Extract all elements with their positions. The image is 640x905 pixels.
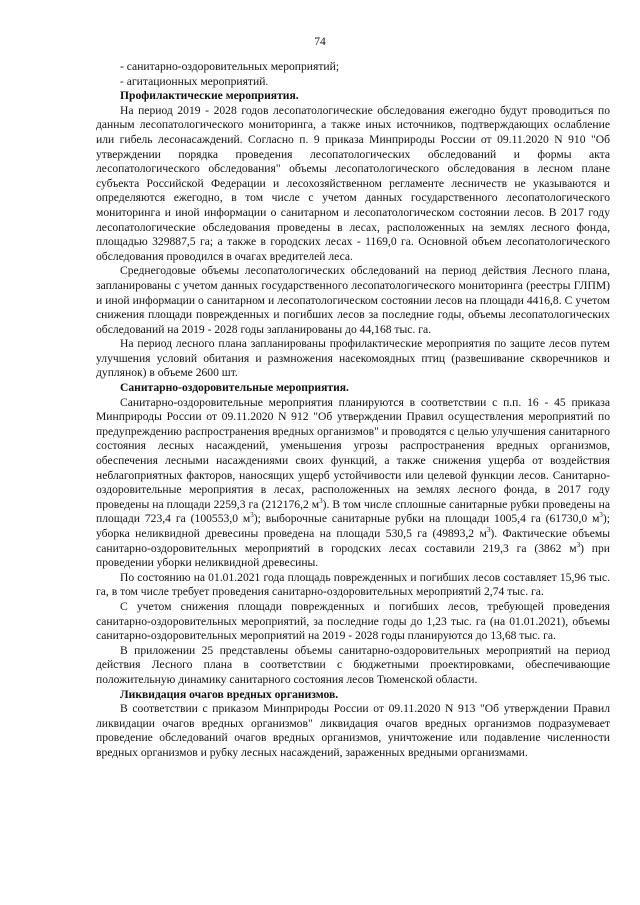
list-item: - санитарно-оздоровительных мероприятий; (120, 60, 340, 73)
superscript: 3 (250, 511, 254, 520)
paragraph (96, 396, 610, 571)
superscript: 3 (576, 540, 581, 549)
section-heading-sanitary: Санитарно-оздоровительные мероприятия. (120, 381, 349, 395)
paragraph: По состоянию на 01.01.2021 года площадь поврежденных и погибших лесов составляет 15,96 тыс. га, в том числе требует проведения санитарно-оздоровительных мероприятий 2,74 тыс. га. (96, 570, 610, 599)
paragraph: На период лесного плана запланированы профилактические мероприятия по защите лесов путем улучшения условий обитания и размножения насекомоядных птиц (развешивание скворечников и дуплянок) в объеме 2600 шт. (96, 337, 610, 380)
paragraph: На период 2019 - 2028 годов лесопатологические обследования ежегодно будут проводиться по данным лесопатологического мониторинга, а также иных источников, подтверждающих ослабление или гибель лесонасаждений. Согласно п. 9 приказа Минприроды России от 09.11.2020 N 910 "Об утверждении порядка проведения лесопатологических обследований и формы акта лесопатологического обследования" объемы лесопатологического обследования в лесном плане субъекта Российской Федерации и лесохозяйственном регламенте лесничеств не указываются и определяются ежегодно, в том числе с учетом данных государственного лесопатологического мониторинга и иной информации о санитарном и лесопатологическом состоянии лесов. В 2017 году лесопатологические обследования проведены в лесах, расположенных на землях лесного фонда, площадью 329887,5 га; а также в городских лесах - 1169,0 га. Основной объем лесопатологического обследования проводился в очагах вредителей леса. (96, 103, 610, 263)
page-number: 74 (314, 36, 326, 48)
superscript: 3 (486, 526, 491, 535)
paragraph: В приложении 25 представлены объемы санитарно-оздоровительных мероприятий на период действия Лесного плана в соответствии с бюджетными проектировками, обеспечивающие положительную динамику санитарного состояния лесов Тюменской области. (96, 643, 610, 686)
page-content (96, 60, 610, 761)
paragraph-text: ); уборка неликвидной древесины проведена на площади 530,5 га (49893,2 м (96, 512, 611, 540)
paragraph-text: ). Фактические объемы санитарно-оздоровительных мероприятий в городских лесах составили 219,3 га (3862 м (96, 527, 610, 555)
section-heading-elimination: Ликвидация очагов вредных организмов. (120, 687, 339, 701)
paragraph-text: ) при проведении уборки неликвидной древесины. (96, 541, 610, 570)
paragraph-text: ); выборочные санитарные рубки на площади 1005,4 га (61730,0 м (253, 512, 600, 526)
paragraph: В соответствии с приказом Минприроды России от 09.11.2020 N 913 "Об утверждении Правил ликвидации очагов вредных организмов" ликвидация очагов вредных организмов подразумевает проведение обследований очагов вредных организмов, уничтожение или подавление численности вредных организмов и рубку лесных насаждений, зараженных вредными организмами. (96, 702, 610, 759)
superscript: 3 (319, 496, 323, 505)
paragraph: С учетом снижения площади поврежденных и погибших лесов, требующей проведения санитарно-оздоровительных мероприятий, за последние годы до 1,23 тыс. га (на 01.01.2021), объемы санитарно-оздоровительных мероприятий на 2019 - 2028 годы планируются до 13,68 тыс. га. (96, 599, 610, 643)
section-heading-preventive: Профилактические мероприятия. (120, 89, 299, 103)
superscript: 3 (599, 511, 603, 520)
paragraph-text: ). В том числе сплошные санитарные рубки проведены на площади 723,4 га (100553,0 м (96, 497, 610, 526)
paragraph: Среднегодовые объемы лесопатологических обследований на период действия Лесного плана, запланированы с учетом данных государственного лесопатологического мониторинга (реестры ГЛПМ) и иной информации о санитарном и лесопатологическом состоянии лесов на площади 4416,8. С учетом снижения площади поврежденных и погибших лесов за последние годы, объемы лесопатологических обследований на 2019 - 2028 годы запланированы до 44,168 тыс. га. (96, 264, 610, 336)
list-item: - агитационных мероприятий. (120, 74, 269, 88)
paragraph-text: Санитарно-оздоровительные мероприятия планируются в соответствии с п.п. 16 - 45 приказа Минприроды России от 09.11.2020 N 912 "Об утверждении Правил осуществления мероприятий по предупреждению распространения вредных организмов" и проводятся с целью улучшения санитарного состояния лесных насаждений, уменьшения угрозы распространения вредных организмов, обеспечения лесными насаждениями своих функций, а также снижения ущерба от воздействия неблагоприятных факторов, наносящих ущерб устойчивости или целевой функции лесов. Санитарно-оздоровительные мероприятия в лесах, расположенных на землях лесного фонда, в 2017 году проведены на площади 2259,3 га (212176,2 м (96, 395, 611, 511)
